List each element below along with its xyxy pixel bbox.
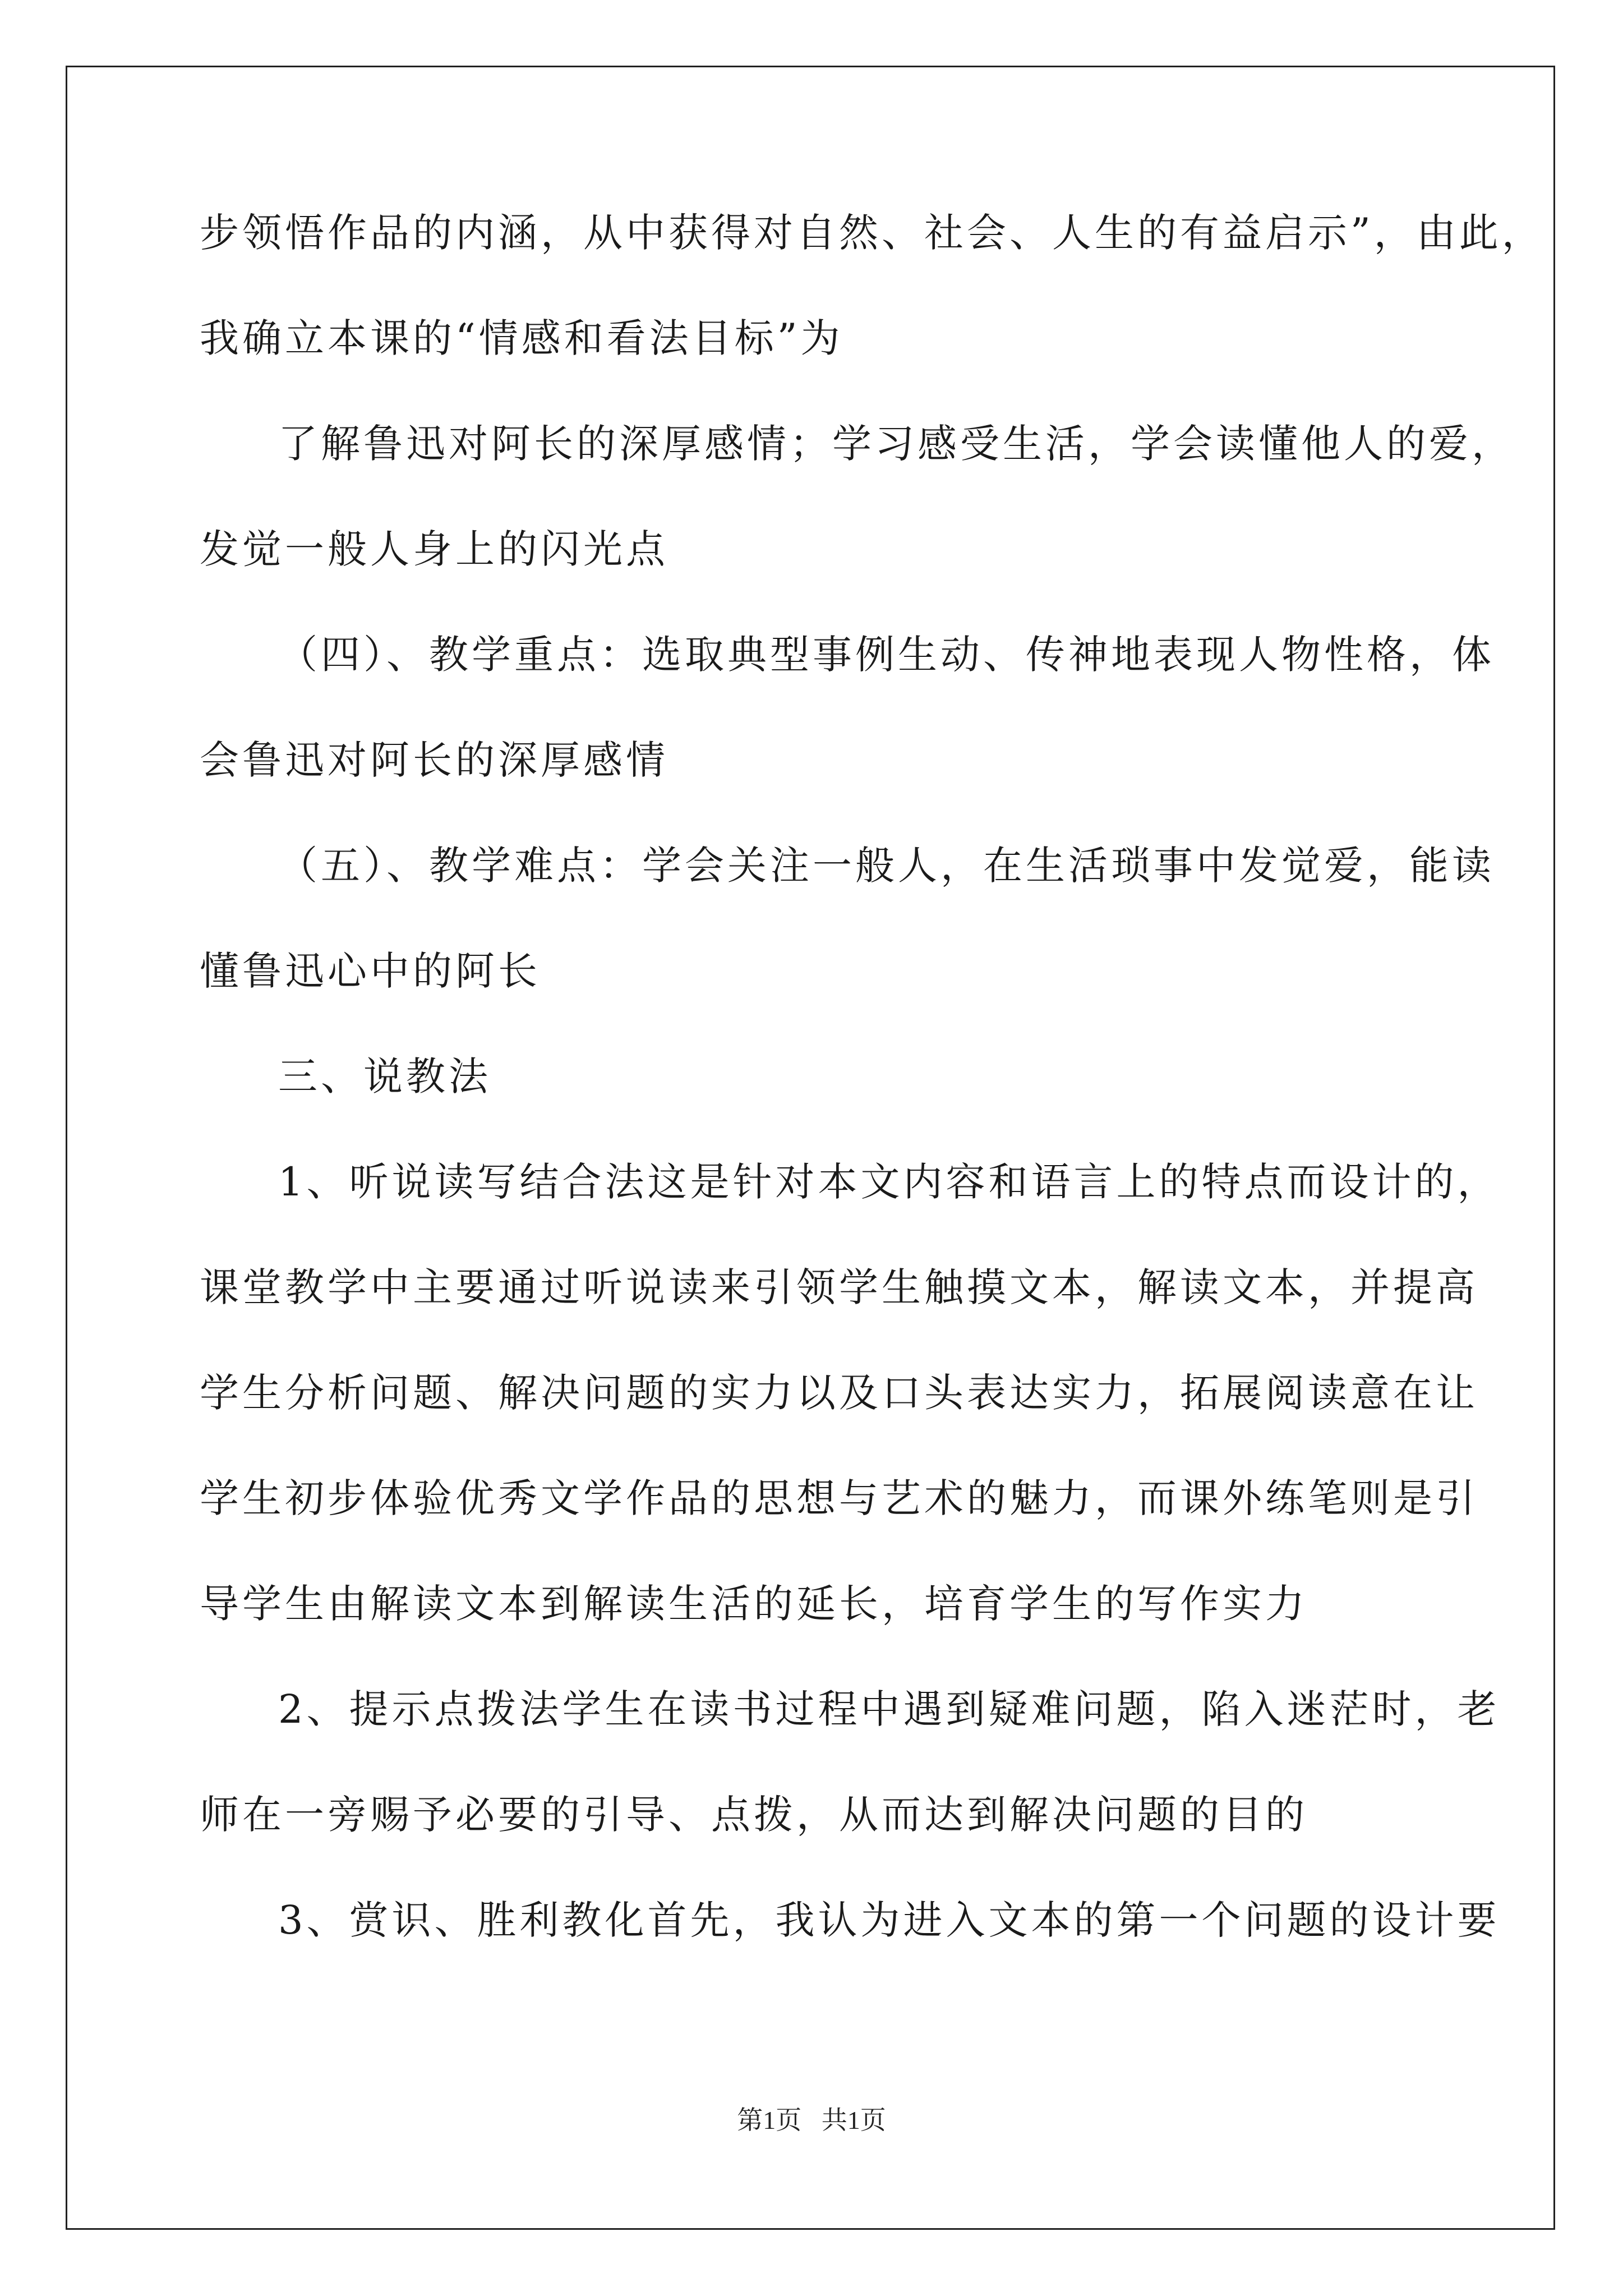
text-line-10: 1、听说读写结合法这是针对本文内容和语言上的特点而设计的，	[278, 1159, 1500, 1205]
text-line-8: 懂鲁迅心中的阿长	[200, 948, 541, 994]
text-line-11: 课堂教学中主要通过听说读来引领学生触摸文本，解读文本，并提高	[200, 1264, 1478, 1310]
text-line-7: （五）、教学难点：学会关注一般人，在生活琐事中发觉爱，能读	[278, 843, 1495, 889]
text-line-15: 2、提示点拨法学生在读书过程中遇到疑难问题，陷入迷茫时，老	[278, 1686, 1500, 1732]
text-line-12: 学生分析问题、解决问题的实力以及口头表达实力，拓展阅读意在让	[200, 1370, 1478, 1416]
text-line-16: 师在一旁赐予必要的引导、点拨，从而达到解决问题的目的	[200, 1792, 1308, 1838]
page-number: 第1页	[737, 2106, 802, 2134]
text-line-6: 会鲁迅对阿长的深厚感情	[200, 737, 668, 783]
text-line-13: 学生初步体验优秀文学作品的思想与艺术的魅力，而课外练笔则是引	[200, 1475, 1478, 1521]
text-line-2: 我确立本课的“情感和看法目标”为	[200, 315, 843, 361]
text-line-3: 了解鲁迅对阿长的深厚感情；学习感受生活，学会读懂他人的爱，	[278, 421, 1514, 467]
section-heading: 三、说教法	[278, 1053, 491, 1099]
document-body	[200, 208, 1544, 2000]
text-line-4: 发觉一般人身上的闪光点	[200, 526, 668, 572]
page-footer	[0, 2104, 1623, 2137]
text-line-14: 导学生由解读文本到解读生活的延长，培育学生的写作实力	[200, 1581, 1308, 1627]
text-line-17: 3、赏识、胜利教化首先，我认为进入文本的第一个问题的设计要	[278, 1897, 1500, 1943]
text-line-1: 步领悟作品的内涵，从中获得对自然、社会、人生的有益启示”，由此，	[200, 210, 1544, 256]
text-line-5: （四）、教学重点：选取典型事例生动、传神地表现人物性格，体	[278, 632, 1495, 678]
page-total: 共1页	[821, 2106, 886, 2134]
